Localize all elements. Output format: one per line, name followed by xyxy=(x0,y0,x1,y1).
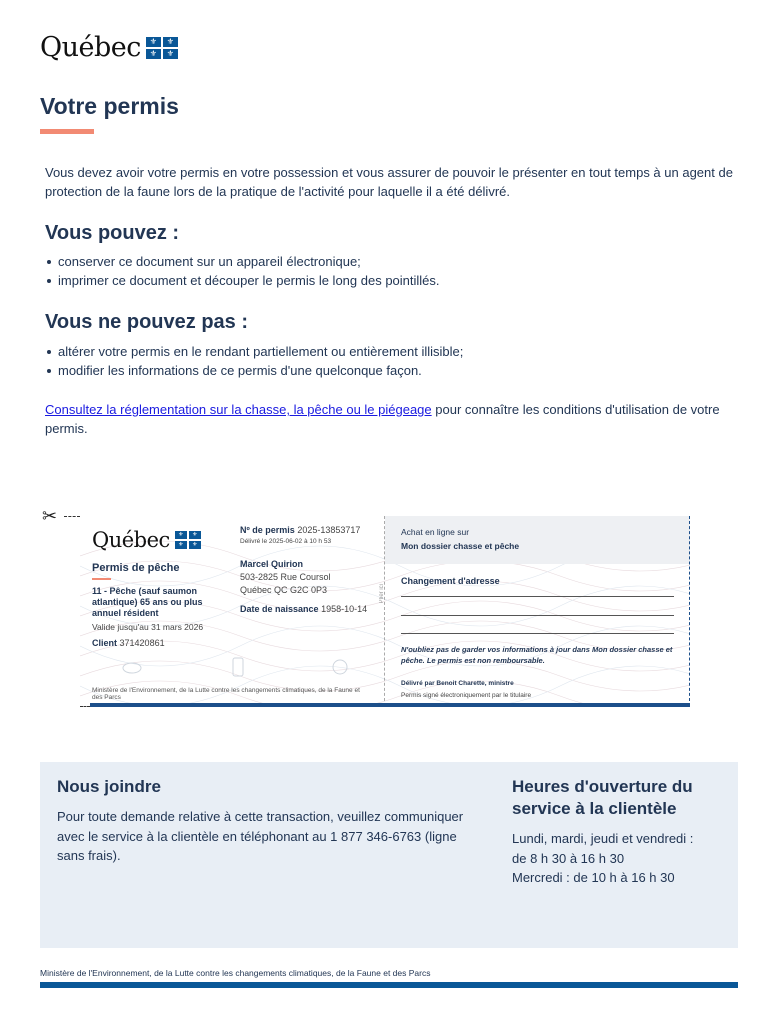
quebec-logo xyxy=(40,32,178,63)
scissors-icon: ✂ xyxy=(42,506,58,526)
cannot-heading: Vous ne pouvez pas : xyxy=(45,311,248,333)
permit-logo xyxy=(92,528,201,552)
client-label: Client xyxy=(92,638,118,648)
permit-number-value: 2025-13853717 xyxy=(297,525,361,535)
permit-number xyxy=(240,525,360,535)
date-of-birth xyxy=(240,604,367,614)
hours-line: de 8 h 30 à 16 h 30 xyxy=(512,850,625,866)
permit-bottom-bar xyxy=(90,703,690,707)
purchase-info xyxy=(401,525,519,553)
footer-bar xyxy=(40,982,738,988)
holder-info xyxy=(240,558,331,597)
fleur-de-lis-icon: ⚜ xyxy=(163,37,178,47)
signed-by: Délivré par Benoit Charette, ministre xyxy=(401,680,514,687)
fleur-de-lis-icon: ⚜ xyxy=(189,531,201,539)
holder-address-line1: 503-2825 Rue Coursol xyxy=(240,572,331,582)
title-accent-bar xyxy=(40,129,94,134)
address-line xyxy=(401,633,674,634)
fleur-de-lis-icon: ⚜ xyxy=(175,531,187,539)
cut-line xyxy=(64,516,80,517)
signed-note: Permis signé électroniquement par le titulaire xyxy=(401,692,532,699)
permit-number-label: Nº de permis xyxy=(240,525,295,535)
list-item: modifier les informations de ce permis d'une quelconque façon. xyxy=(45,361,463,380)
intro-paragraph: Vous devez avoir votre permis en votre possession et vous assurer de pouvoir le présenter en tout temps à un agent de protection de la faune lors de la pratique de l'activité pour laquelle il a été délivré. xyxy=(45,165,733,199)
permit-type: Permis de pêche xyxy=(92,562,180,574)
fleur-de-lis-icon: ⚜ xyxy=(189,541,201,549)
list-item: imprimer ce document et découper le permis le long des pointillés. xyxy=(45,271,440,290)
purchase-line1: Achat en ligne sur xyxy=(401,527,470,537)
fleur-de-lis-flag-icon xyxy=(146,37,178,59)
cannot-list xyxy=(45,342,463,380)
permit-description: 11 - Pêche (sauf saumon atlantique) 65 ans ou plus annuel résident xyxy=(92,586,203,618)
list-item: conserver ce document sur un appareil électronique; xyxy=(45,252,440,271)
fleur-de-lis-icon: ⚜ xyxy=(163,49,178,59)
holder-address-line2: Québec QC G2C 0P3 xyxy=(240,585,328,595)
purchase-line2: Mon dossier chasse et pêche xyxy=(401,541,520,551)
contact-text: Pour toute demande relative à cette transaction, veuillez communiquer avec le service à la clientèle en téléphonant au 1 877 346-6763 (ligne sans frais). xyxy=(57,809,464,863)
logo-text: Québec xyxy=(92,528,170,552)
cut-line xyxy=(689,516,690,706)
hours-line: Lundi, mardi, jeudi et vendredi : xyxy=(512,831,694,846)
dob-label: Date de naissance xyxy=(240,604,319,614)
fleur-de-lis-flag-icon xyxy=(175,531,201,549)
can-list xyxy=(45,252,440,290)
hours-line: Mercredi : de 10 h à 16 h 30 xyxy=(512,870,675,885)
fleur-de-lis-icon: ⚜ xyxy=(146,37,161,47)
dob-value: 1958-10-14 xyxy=(321,604,368,614)
client-number xyxy=(92,638,165,648)
contact-heading: Nous joindre xyxy=(57,777,161,796)
permit-card xyxy=(80,516,690,706)
fleur-de-lis-icon: ⚜ xyxy=(175,541,187,549)
address-line xyxy=(401,615,674,616)
reminder-note: N'oubliez pas de garder vos informations à jour dans Mon dossier chasse et pêche. Le permis est non remboursable. xyxy=(401,645,673,665)
client-value: 371420861 xyxy=(119,638,165,648)
fleur-de-lis-icon: ⚜ xyxy=(146,49,161,59)
regulation-text: pour connaître les conditions d'utilisation de votre permis. xyxy=(45,402,720,436)
regulation-paragraph xyxy=(45,400,735,438)
footer-ministry: Ministère de l'Environnement, de la Lutte contre les changements climatiques, de la Faune et des Parcs xyxy=(40,968,431,978)
can-heading: Vous pouvez : xyxy=(45,222,180,244)
permit-validity: Valide jusqu'au 31 mars 2026 xyxy=(92,622,204,632)
holder-name: Marcel Quirion xyxy=(240,559,304,569)
cut-line xyxy=(80,706,90,707)
address-change-label: Changement d'adresse xyxy=(401,576,500,586)
logo-text: Québec xyxy=(40,32,141,63)
permit-issued-date: Délivré le 2025-06-02 à 10 h 53 xyxy=(240,538,332,545)
page-title: Votre permis xyxy=(40,93,179,119)
permit-accent-bar xyxy=(92,578,111,580)
contact-panel xyxy=(40,762,738,948)
hours-text xyxy=(512,829,727,888)
permit-ministry: Ministère de l'Environnement, de la Lutte contre les changements climatiques, de la Faune et des Parcs xyxy=(92,687,360,701)
list-item: altérer votre permis en le rendant partiellement ou entièrement illisible; xyxy=(45,342,463,361)
fold-label: Plier ici xyxy=(379,584,385,604)
regulation-link[interactable]: Consultez la réglementation sur la chasse, la pêche ou le piégeage xyxy=(45,402,432,417)
hours-heading: Heures d'ouverture du service à la clientèle xyxy=(512,777,693,818)
address-line xyxy=(401,596,674,597)
